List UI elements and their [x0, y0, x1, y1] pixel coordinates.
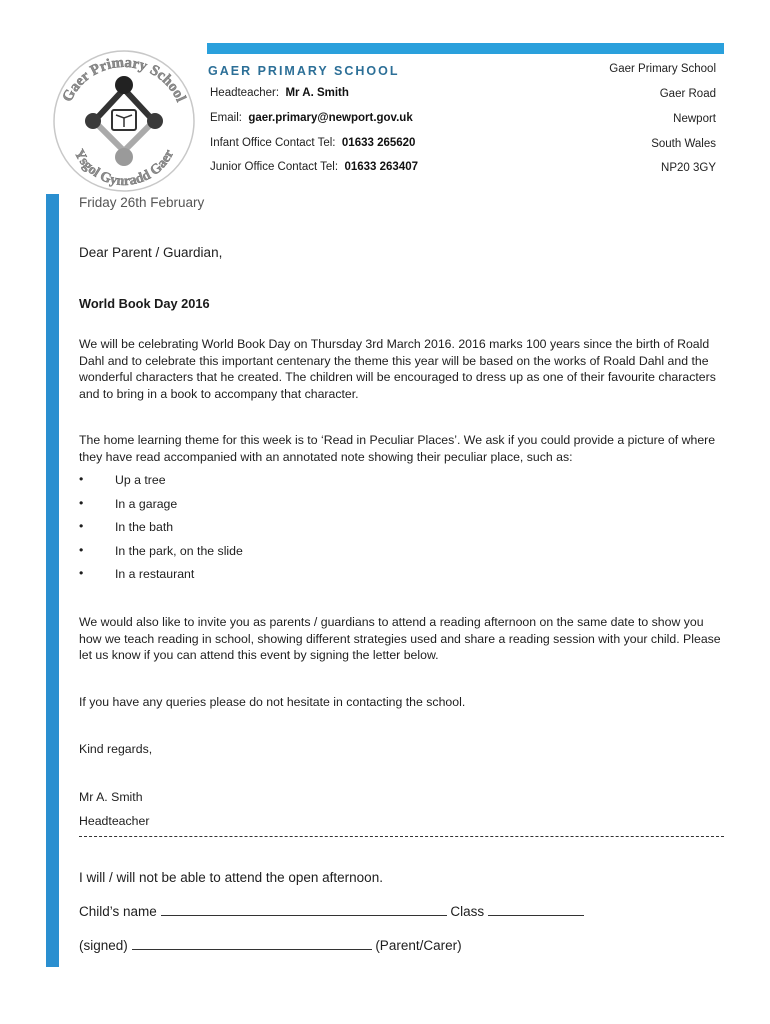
signature-field[interactable]: [132, 937, 372, 950]
logo-text-bottom: Ysgol Gynradd Gaer: [70, 147, 178, 190]
child-name-label: Child’s name: [79, 904, 157, 919]
junior-office-phone: 01633 263407: [344, 161, 419, 173]
attend-statement: I will / will not be able to attend the open afternoon.: [79, 870, 383, 885]
email-label: Email:: [210, 112, 242, 124]
paragraph-4: If you have any queries please do not hesitate in contacting the school.: [79, 695, 466, 709]
junior-office-line: [210, 161, 418, 173]
address-line-3: Newport: [673, 113, 716, 125]
logo-figures-icon: [85, 76, 163, 166]
closing: Kind regards,: [79, 742, 153, 756]
side-accent-bar: [46, 194, 59, 967]
email-line: [210, 112, 413, 124]
junior-office-label: Junior Office Contact Tel:: [210, 161, 339, 173]
signature-role: Headteacher: [79, 814, 150, 828]
infant-office-line: [210, 137, 415, 149]
address-line-5: NP20 3GY: [661, 162, 716, 174]
paragraph-2: The home learning theme for this week is to ‘Read in Peculiar Places’. We ask if you could provide a picture of where they have read accompanied with an annotated note showing their peculiar place, such as:: [79, 433, 716, 464]
signed-row: [79, 937, 462, 953]
address-line-2: Gaer Road: [659, 88, 716, 100]
letter-date: Friday 26th February: [79, 195, 205, 210]
school-name: GAER PRIMARY SCHOOL: [208, 64, 400, 78]
header-accent-bar: [207, 43, 724, 54]
headteacher-value: Mr A. Smith: [285, 87, 349, 99]
class-field[interactable]: [488, 903, 584, 916]
school-logo: [50, 47, 198, 195]
signature-name: Mr A. Smith: [79, 790, 143, 804]
letter-title: World Book Day 2016: [79, 296, 210, 311]
greeting: Dear Parent / Guardian,: [79, 245, 223, 260]
child-name-row: [79, 903, 584, 919]
infant-office-label: Infant Office Contact Tel:: [210, 137, 336, 149]
infant-office-phone: 01633 265620: [341, 137, 416, 149]
class-label: Class: [450, 904, 485, 919]
signed-label: (signed): [79, 938, 128, 953]
logo-text-top: Gaer Primary School: [59, 54, 189, 105]
email-value[interactable]: gaer.primary@newport.gov.uk: [248, 112, 413, 124]
cut-line: [79, 836, 724, 837]
address-line-1: Gaer Primary School: [609, 63, 716, 75]
headteacher-label: Headteacher:: [210, 87, 280, 99]
paragraph-1: We will be celebrating World Book Day on Thursday 3rd March 2016. 2016 marks 100 years since the birth of Roald Dahl and to celebrate this important centenary the theme this year will be based on the works of Roald Dahl and the wonderful characters that he created. The children will be encouraged to dress up as one of their favourite characters and to bring in a book to accompany that character.: [79, 337, 716, 401]
parent-carer-label: (Parent/Carer): [375, 938, 462, 953]
paragraph-3: We would also like to invite you as parents / guardians to attend a reading afternoon on the same date to show you how we teach reading in school, showing different strategies used and share a reading session with your child. Please let us know if you can attend this event by signing the letter below.: [79, 615, 721, 662]
address-line-4: South Wales: [651, 138, 716, 150]
headteacher-line: [210, 87, 349, 99]
child-name-field[interactable]: [161, 903, 447, 916]
